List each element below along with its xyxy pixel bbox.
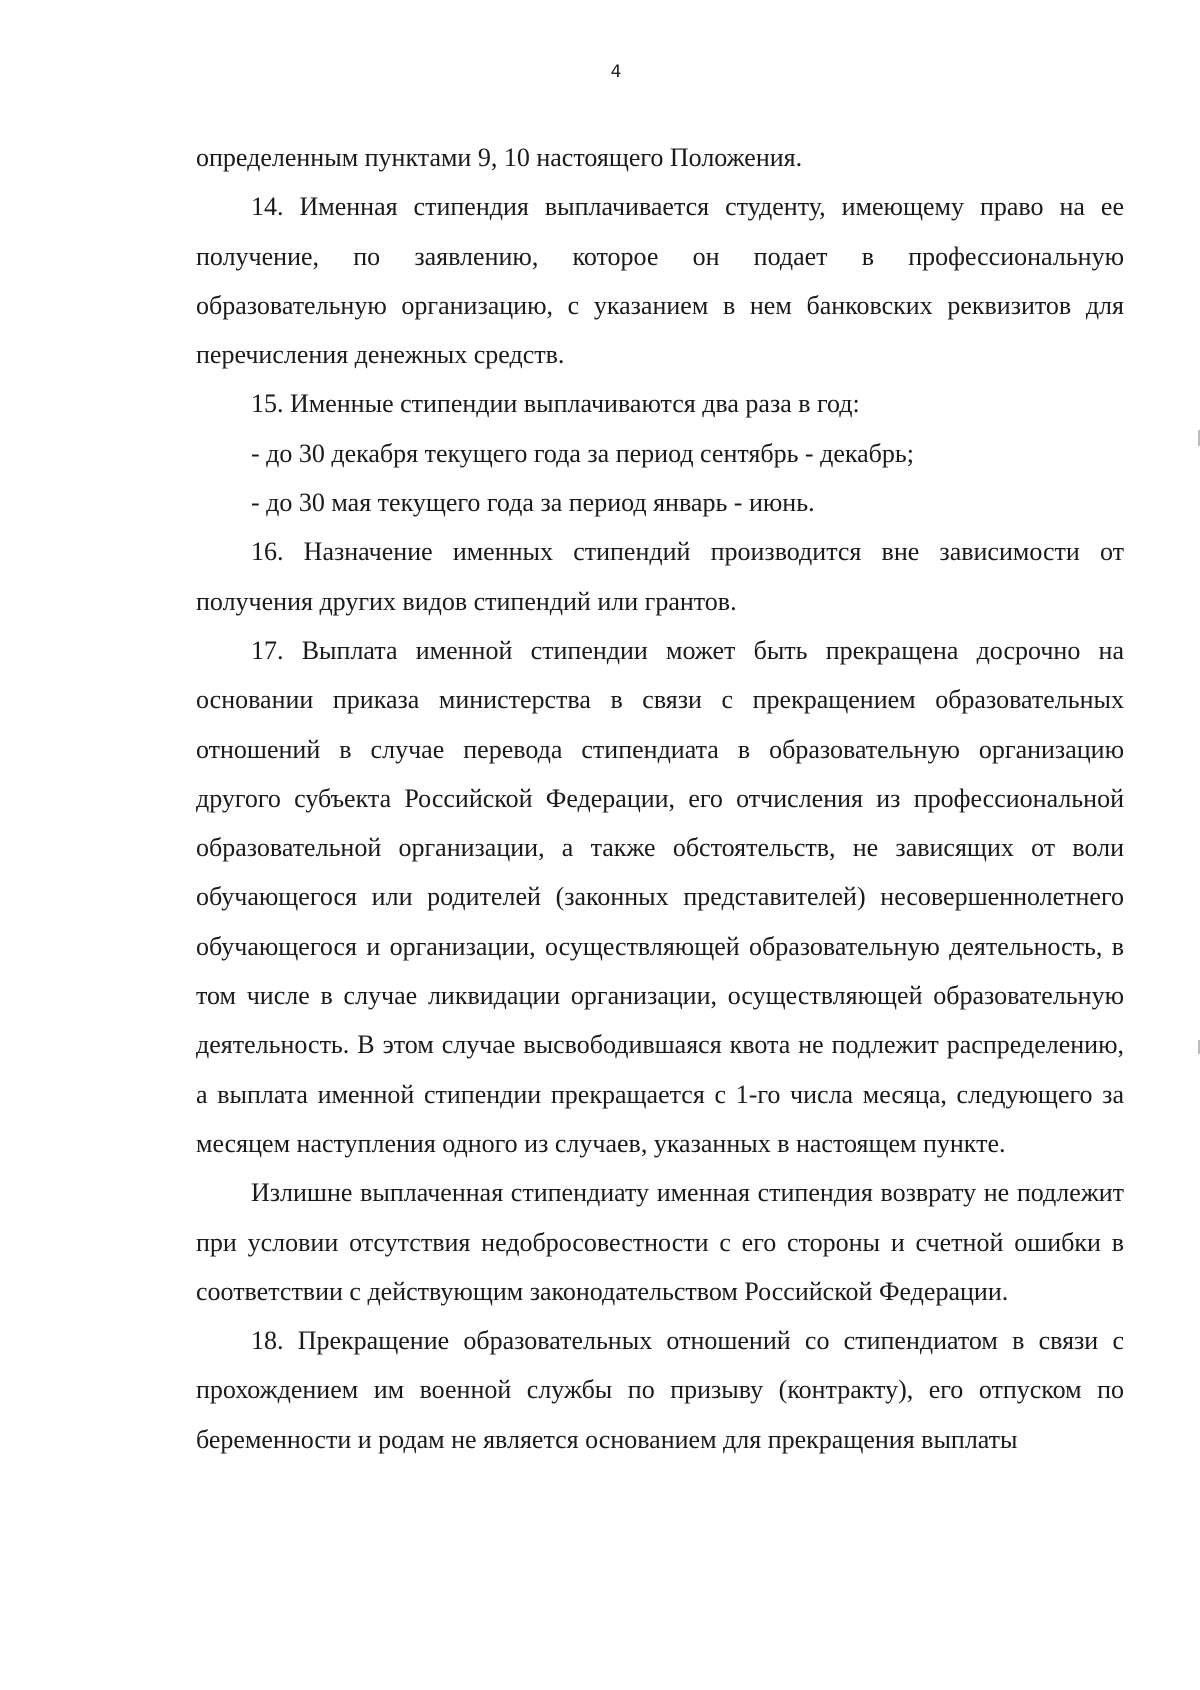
page-number: 4 (610, 62, 622, 82)
document-body (196, 133, 1124, 1464)
paragraph: 16. Назначение именных стипендий производится вне зависимости от получения других видов стипендий или грантов. (196, 537, 1124, 616)
list-item: - до 30 мая текущего года за период январь - июнь. (251, 488, 815, 518)
list-item: - до 30 декабря текущего года за период сентябрь - декабрь; (251, 438, 914, 468)
paragraph: Излишне выплаченная стипендиату именная стипендия возврату не подлежит при условии отсутствия недобросовестности с его стороны и счетной ошибки в соответствии с действующим законодательством Российской Федерации. (196, 1178, 1124, 1306)
paragraph: 14. Именная стипендия выплачивается студенту, имеющему право на ее получение, по заявлению, которое он подает в профессиональную образовательную организацию, с указанием в нем банковских реквизитов для перечисления денежных средств. (196, 192, 1124, 370)
paragraph: 17. Выплата именной стипендии может быть прекращена досрочно на основании приказа министерства в связи с прекращением образовательных отношений в случае перевода стипендиата в образовательную организацию другого субъекта Российской Федерации, его отчисления из профессиональной образовательной организации, а также обстоятельств, не зависящих от воли обучающегося или родителей (законных представителей) несовершеннолетнего обучающегося и организации, осуществляющей образовательную деятельность, в том числе в случае ликвидации организации, осуществляющей образовательную деятельность. В этом случае высвободившаяся квота не подлежит распределению, а выплата именной стипендии прекращается с 1-го числа месяца, следующего за месяцем наступления одного из случаев, указанных в настоящем пункте. (196, 635, 1124, 1158)
paragraph: 18. Прекращение образовательных отношений со стипендиатом в связи с прохождением им военной службы по призыву (контракту), его отпуском по беременности и родам не является основанием для прекращения выплаты (196, 1326, 1124, 1454)
paragraph: определенным пунктами 9, 10 настоящего Положения. (196, 143, 803, 172)
paragraph: 15. Именные стипендии выплачиваются два раза в год: (251, 389, 860, 419)
